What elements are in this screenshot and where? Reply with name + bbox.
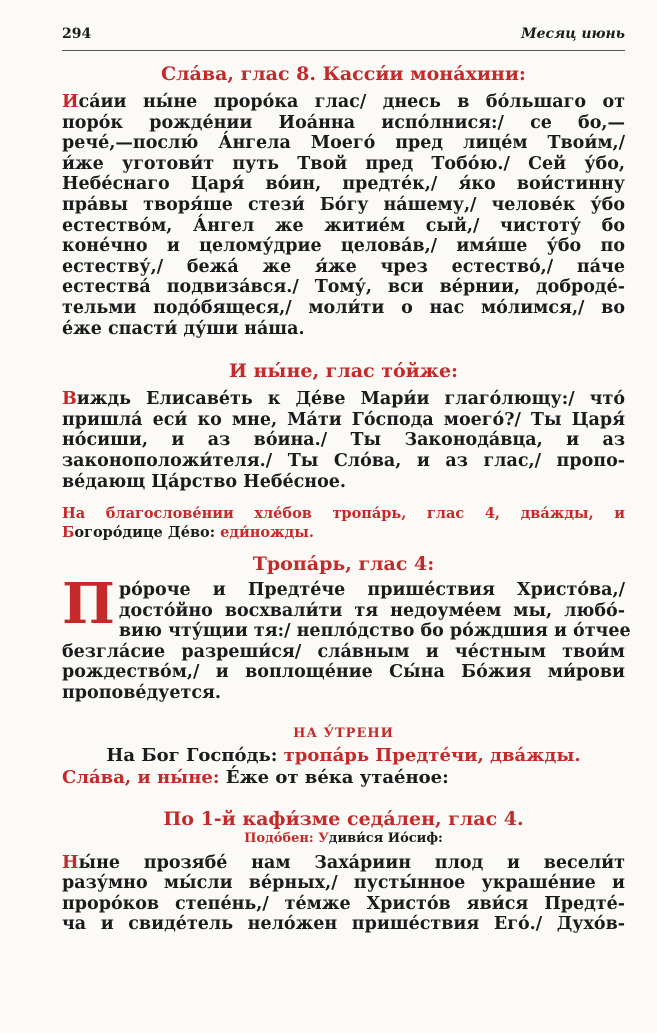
- section-heading: По 1-й кафи́зме седа́лен, глас 4.: [163, 807, 524, 830]
- section-heading: Тропа́рь, глас 4:: [252, 553, 435, 576]
- rubric-line: Богоро́дице Де́во: еди́ножды.: [62, 524, 314, 542]
- text-line: Сла́ва, и ны́не: Е́же от ве́ка утае́ное:: [62, 766, 449, 788]
- text-line: и́же уготови́т путь Твой пред Тобо́ю./ Сей у́бо,: [62, 153, 625, 174]
- troparion-text: [62, 571, 631, 704]
- text-line: пра́вы творя́ше стези́ Бо́гу на́шему,/ челове́к у́бо: [62, 194, 625, 215]
- text-line: естества́ подвиза́вся./ Тому́, вси ве́рнии, доброде́-: [62, 277, 625, 298]
- hymn-text: [62, 389, 625, 492]
- text-line: естеству́,/ бежа́ же я́же чрез естество́,/ па́че: [62, 256, 625, 277]
- text-line: законоположи́теля./ Ты Сло́ва, и аз глас,/ пропо-: [62, 450, 625, 471]
- initial-letter: У: [318, 830, 329, 846]
- text-line: Небе́снаго Царя́ во́ин, предте́к,/ я́ко вои́стинну: [62, 174, 625, 195]
- initial-letter: Н: [62, 852, 79, 873]
- matins-label: НА У́ТРЕНИ: [293, 725, 394, 741]
- section-heading: И ны́не, глас то́йже:: [228, 360, 459, 383]
- text-line: рождество́м,/ и воплоще́ние Сы́на Бо́жия ми́рови: [62, 662, 625, 683]
- text-line: На Бог Госпо́дь: тропа́рь Предте́чи, два́жды.: [106, 744, 581, 766]
- text-line: рече́,—послю́ А́нгела Моего́ пред лице́м Твои́м,/: [62, 133, 625, 154]
- text-line: ро́роче и Предте́че прише́ствия Христо́ва,/: [118, 580, 625, 601]
- text-line: Виждь Елисаве́ть к Де́ве Мари́и глаго́лющу:/ что́: [62, 389, 625, 410]
- text-line: Иса́ии ны́не проро́ка глас/ днесь в бо́льшаго от: [62, 92, 625, 112]
- page-header: [62, 26, 625, 48]
- text-line: безгла́сие разреши́ся/ сла́вным и че́стным твои́м: [62, 641, 625, 662]
- initial-letter: Б: [62, 524, 75, 542]
- text-line: досто́йно восхвали́ти тя недоуме́ем мы, любо́-: [118, 600, 625, 621]
- hymn-text: [62, 92, 625, 339]
- text-line: пришла́ еси́ ко мне, Ма́ти Го́спода моего́?/ Ты Царя́: [62, 409, 625, 430]
- text-line: ча и свиде́тель нело́жен прише́ствия Его́./ Духо́в-: [62, 914, 625, 935]
- initial-letter: В: [62, 389, 77, 410]
- text-line: пропове́дуется.: [62, 683, 222, 704]
- sedalen-text: [62, 853, 625, 935]
- rubric-line: На благослове́нии хле́бов тропа́рь, глас 4, два́жды, и: [62, 505, 625, 523]
- text-line: коне́чно и целому́дрие целова́в,/ имя́ше у́бо по: [62, 236, 625, 257]
- page-number: 294: [62, 26, 92, 42]
- text-line: вию чту́щии тя:/ непло́дство бо ро́ждшия и о́тчее: [118, 621, 631, 642]
- text-line: е́же спасти́ ду́ши на́ша.: [62, 318, 305, 339]
- text-line: разу́мно мы́сли ве́рных,/ пусты́нное украше́ние и: [62, 873, 625, 894]
- running-head: Месяц июнь: [521, 26, 625, 42]
- section-heading: Сла́ва, глас 8. Касси́и мона́хини:: [161, 63, 526, 85]
- podoben-label: Подо́бен: Удиви́ся Ио́сиф:: [244, 830, 443, 846]
- text-line: проро́ков степе́нь,/ те́мже Христо́в яви́ся Предте́-: [62, 893, 625, 914]
- page-content: [62, 62, 631, 935]
- text-line: естество́м, А́нгел же житие́м сый,/ чистоту́ бо: [62, 215, 625, 236]
- text-line: поро́к рожде́нии Иоа́нна испо́лнися:/ се бо,—: [62, 112, 625, 133]
- rubric: [62, 504, 625, 542]
- text-line: ве́дающ Ца́рство Небе́сное.: [62, 471, 347, 492]
- header-rule: [62, 50, 625, 51]
- text-line: Ны́не прозябе́ нам Заха́риин плод и весели́т: [62, 852, 625, 873]
- initial-letter: И: [62, 92, 79, 112]
- drop-cap-letter: П: [62, 571, 115, 638]
- text-line: тельми подо́бящеся,/ моли́ти о нас мо́лимся,/ во: [62, 297, 625, 318]
- text-line: но́сиши, и аз во́ина./ Ты Законода́вца, и аз: [62, 430, 625, 451]
- matins-rubric: [62, 745, 625, 789]
